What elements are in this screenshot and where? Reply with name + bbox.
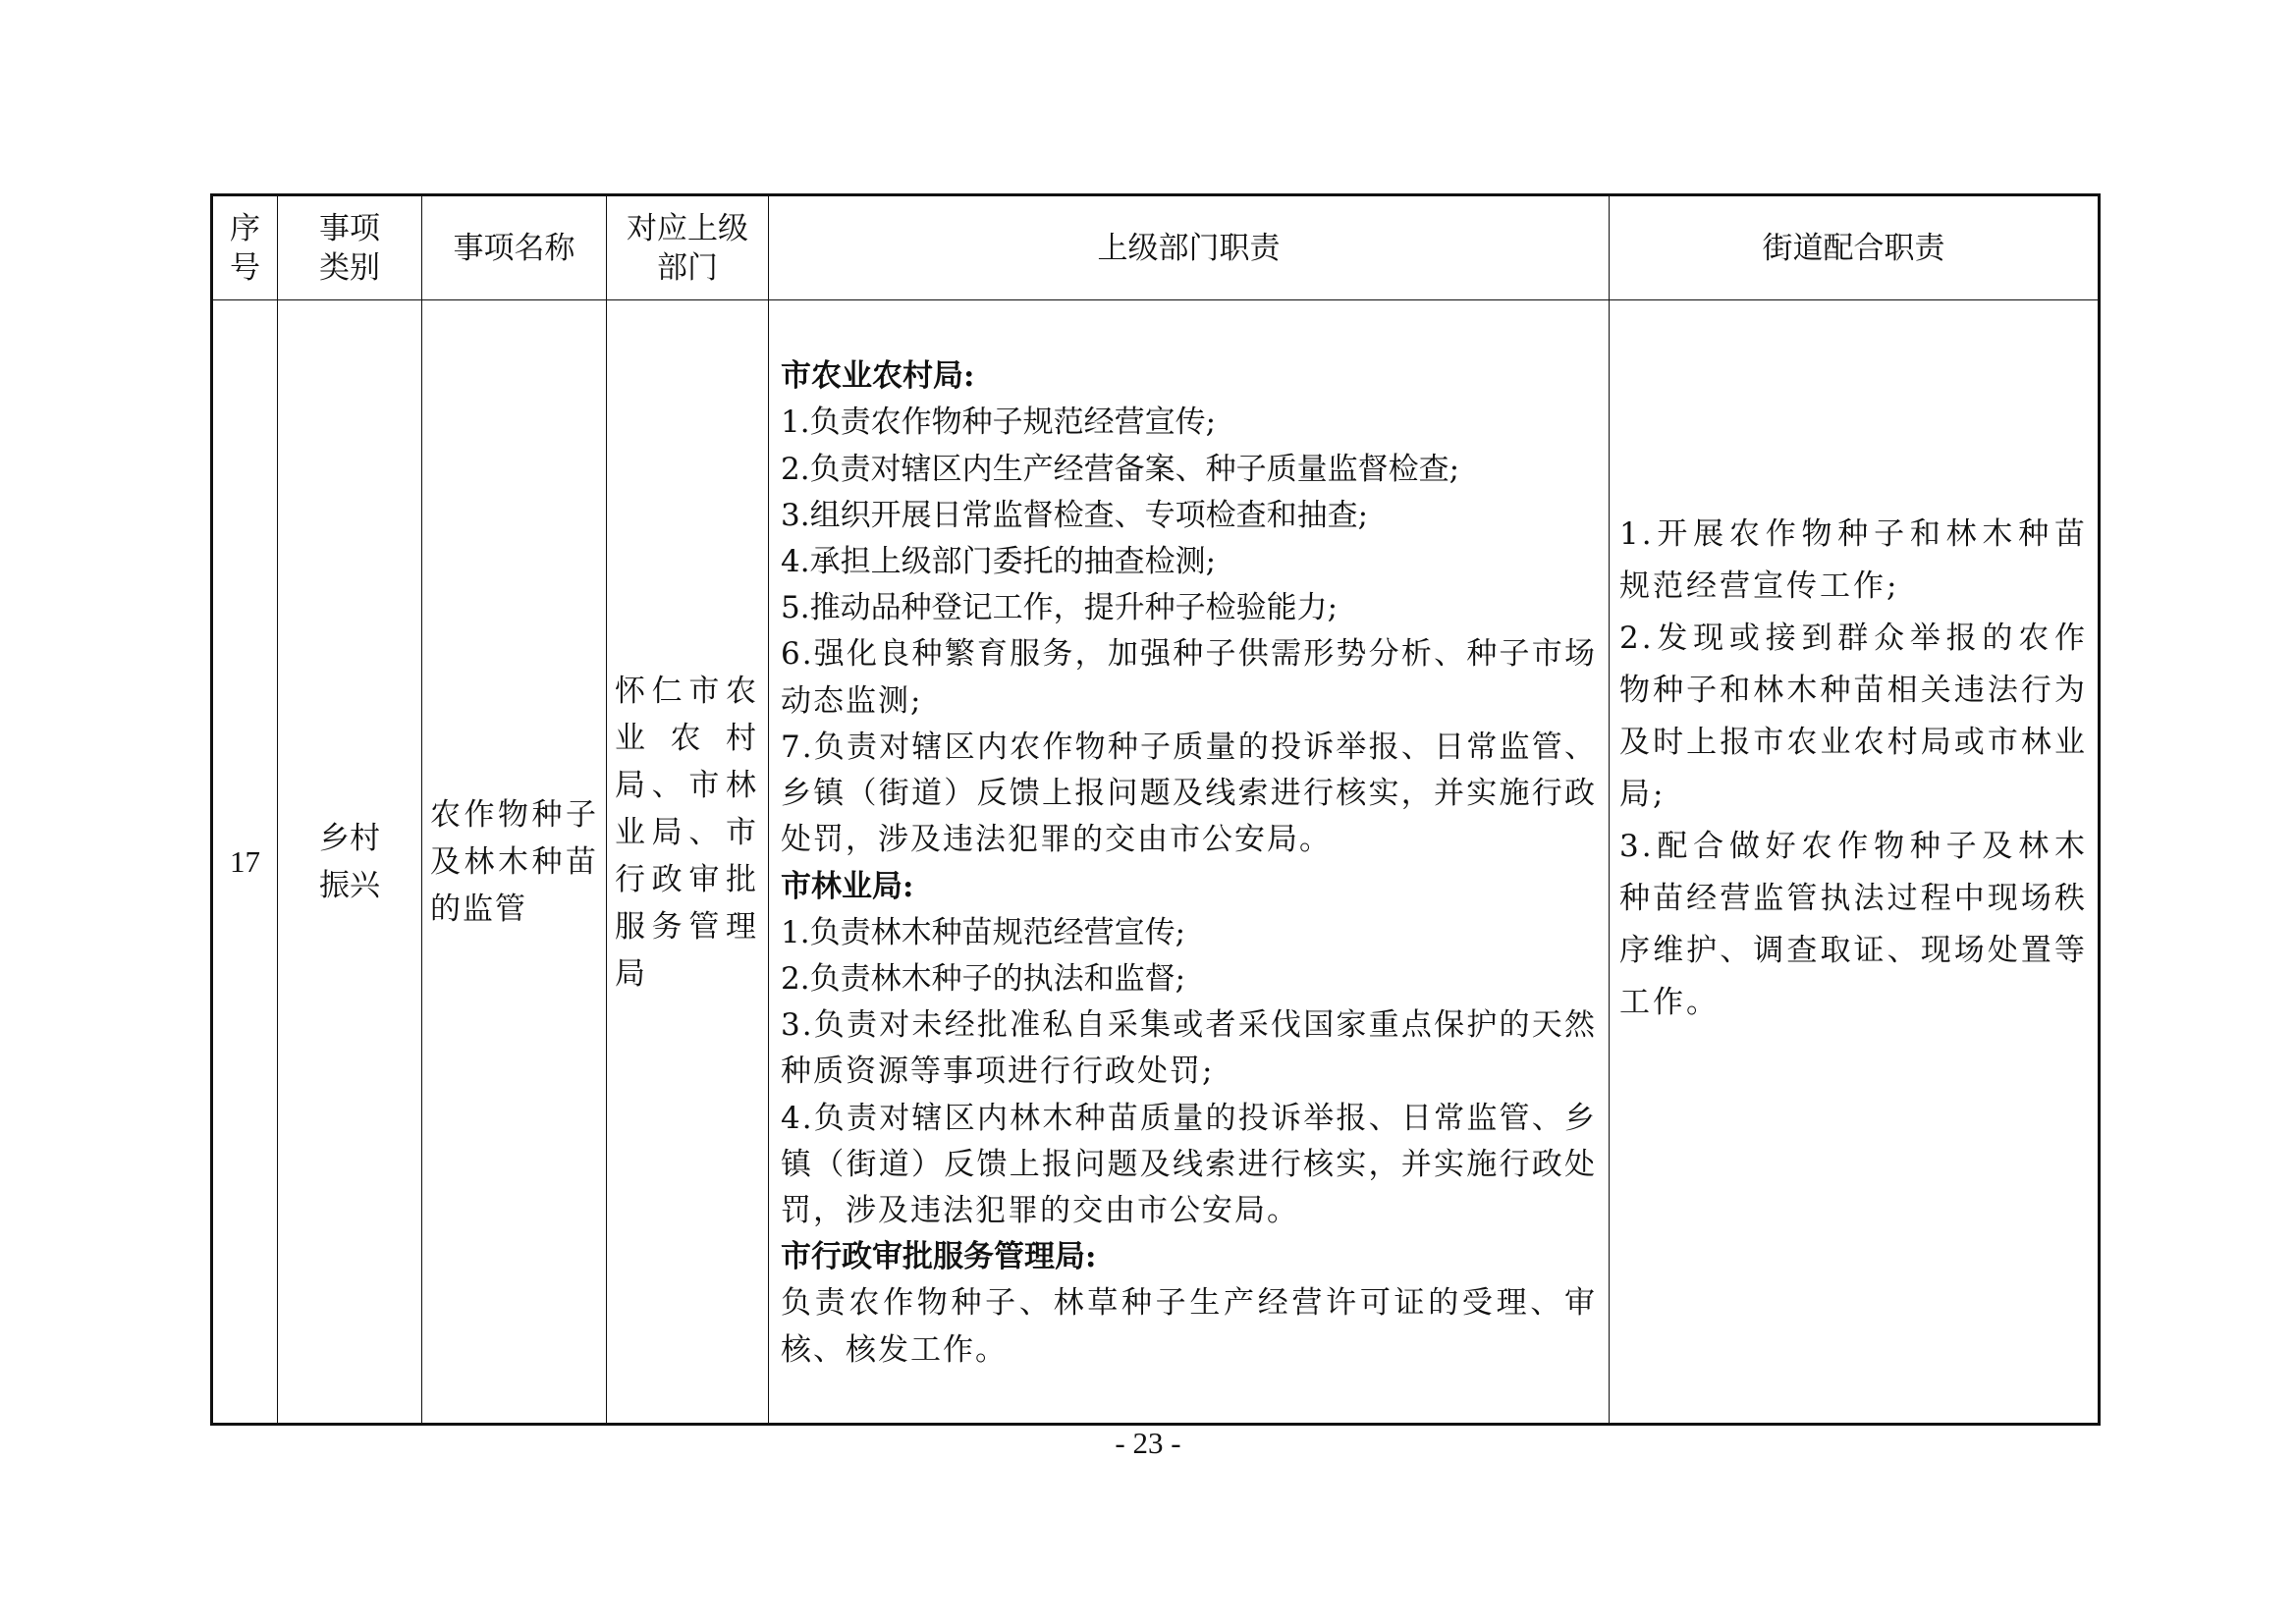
approval-bureau-heading: 市行政审批服务管理局: [781, 1239, 1097, 1275]
header-street-duty [1610, 196, 2099, 300]
agri-item-7: 7.负责对辖区内农作物种子质量的投诉举报、日常监管、乡镇（街道）反馈上报问题及线索进行核实，并实施行政处罚，涉及违法犯罪的交由市公安局。 [781, 729, 1597, 858]
header-upper-duty-label: 上级部门职责 [1097, 230, 1281, 266]
forest-item-3: 3.负责对未经批准私自采集或者采伐国家重点保护的天然种质资源等事项进行行政处罚; [781, 1007, 1597, 1090]
cell-category [278, 300, 422, 1424]
header-seq-label: 序号 [230, 210, 260, 286]
duty-table [212, 195, 2099, 1424]
agri-item-4: 4.承担上级部门委托的抽查检测; [781, 544, 1217, 580]
approval-item-1: 负责农作物种子、林草种子生产经营许可证的受理、审核、核发工作。 [781, 1285, 1597, 1368]
agri-bureau-heading: 市农业农村局: [781, 358, 975, 395]
table-header-row [213, 196, 2099, 300]
name-value: 农作物种子及林木种苗的监管 [430, 796, 598, 927]
street-item-1: 1.开展农作物种子和林木种苗规范经营宣传工作; [1619, 515, 2088, 604]
cell-name [422, 300, 607, 1424]
forest-item-1: 1.负责林木种苗规范经营宣传; [781, 914, 1186, 950]
agri-item-5: 5.推动品种登记工作，提升种子检验能力; [781, 590, 1339, 626]
street-duty-content [1619, 509, 2088, 1216]
cell-upper-duty [769, 300, 1610, 1424]
dept-value: 怀仁市农业农村局、市林业局、市行政审批服务管理局 [615, 673, 760, 992]
header-dept [607, 196, 769, 300]
header-category [278, 196, 422, 300]
agri-item-2: 2.负责对辖区内生产经营备案、种子质量监督检查; [781, 451, 1460, 487]
agri-item-3: 3.组织开展日常监督检查、专项检查和抽查; [781, 497, 1369, 533]
header-seq [213, 196, 278, 300]
header-name [422, 196, 607, 300]
street-item-3: 3.配合做好农作物种子及林木种苗经营监管执法过程中现场秩序维护、调查取证、现场处置等工作。 [1619, 828, 2088, 1020]
header-dept-label: 对应上级部门 [627, 210, 748, 286]
header-category-label: 事项类别 [319, 210, 380, 286]
cell-dept [607, 300, 769, 1424]
forest-bureau-heading: 市林业局: [781, 868, 914, 904]
cell-street-duty [1610, 300, 2099, 1424]
header-name-label: 事项名称 [453, 230, 575, 266]
seq-value: 17 [230, 843, 260, 879]
header-street-duty-label: 街道配合职责 [1762, 230, 1945, 266]
cell-seq [213, 300, 278, 1424]
forest-item-4: 4.负责对辖区内林木种苗质量的投诉举报、日常监管、乡镇（街道）反馈上报问题及线索进行核实，并实施行政处罚，涉及违法犯罪的交由市公安局。 [781, 1100, 1597, 1228]
upper-duty-content [781, 350, 1597, 1373]
street-item-2: 2.发现或接到群众举报的农作物种子和林木种苗相关违法行为及时上报市农业农村局或市林业局; [1619, 620, 2088, 812]
category-value: 乡村振兴 [319, 820, 380, 903]
agri-item-1: 1.负责农作物种子规范经营宣传; [781, 405, 1217, 441]
page-number: - 23 - [1115, 1426, 1181, 1460]
table-row [213, 300, 2099, 1424]
header-upper-duty [769, 196, 1610, 300]
agri-item-6: 6.强化良种繁育服务，加强种子供需形势分析、种子市场动态监测; [781, 636, 1597, 719]
forest-item-2: 2.负责林木种子的执法和监督; [781, 960, 1186, 997]
